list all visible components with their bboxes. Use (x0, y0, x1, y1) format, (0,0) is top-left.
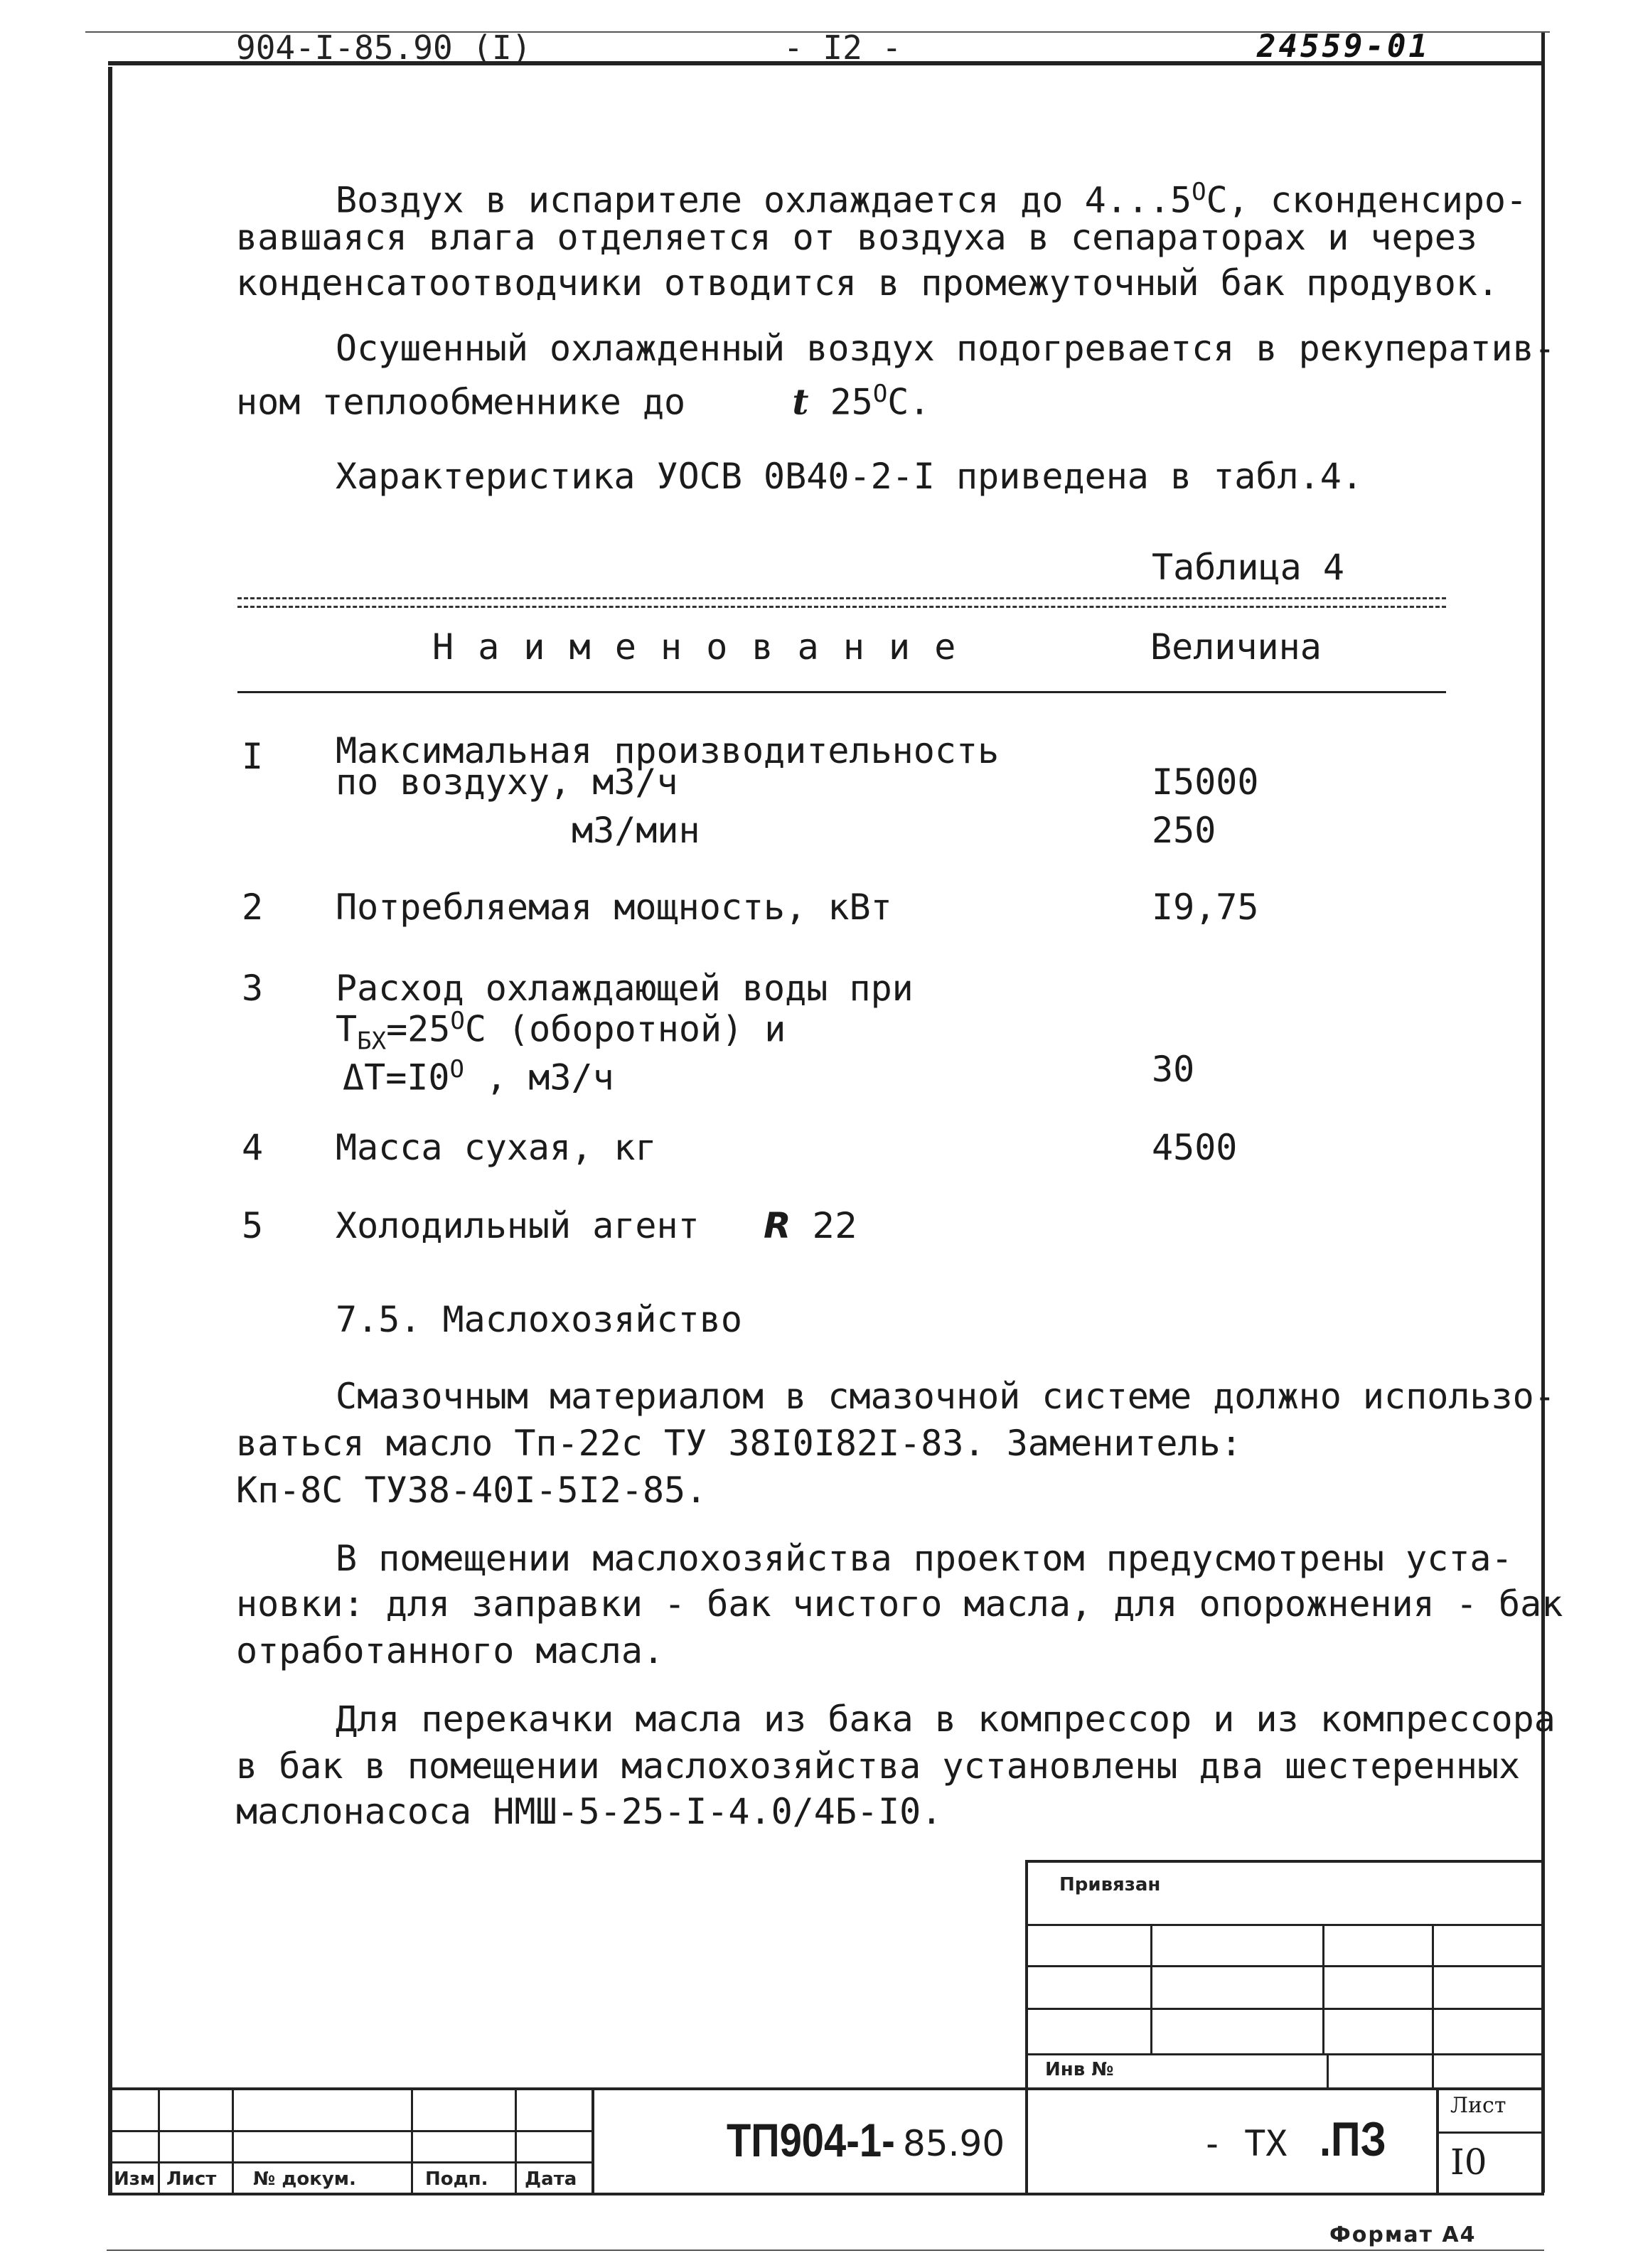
row-name-line-2: по воздуху, м3/ч (336, 761, 678, 803)
section-p3-line-2: в бак в помещении маслохозяйства установлены два шестеренных (236, 1745, 1521, 1787)
archive-number: 24559-01 (1257, 28, 1430, 65)
row-value-1: 4500 (1152, 1127, 1238, 1168)
paragraph-2-line-1: Осушенный охлажденный воздух подогревается в рекуператив- (336, 328, 1556, 369)
col-list: Лист (166, 2168, 217, 2190)
section-p1-line-2: ваться масло Тп-22с ТУ 38I0I82I-83. Заменитель: (236, 1423, 1242, 1464)
table-top-rule-2 (237, 606, 1446, 608)
row-value-1: I9,75 (1152, 887, 1259, 928)
section-title: 7.5. Маслохозяйство (336, 1299, 742, 1340)
row-name-line-3: м3/мин (572, 810, 700, 851)
format-label: Формат А4 (1329, 2222, 1477, 2247)
col-izm: Изм (114, 2168, 156, 2190)
row-number: 3 (242, 968, 264, 1009)
paragraph-1-line-2: вавшаяся влага отделяется от воздуха в сепараторах и через (236, 217, 1477, 258)
row-name-line-2: $Т_{БХ}=25^OС$ (оборотной) и (336, 1007, 786, 1056)
row-number: 2 (242, 887, 264, 928)
section-p2-line-1: В помещении маслохозяйства проектом предусмотрены уста- (336, 1538, 1513, 1579)
section-p2-line-3: отработанного масла. (236, 1630, 665, 1671)
row-value-1: 30 (1152, 1049, 1195, 1090)
code-main: ТП904-1- (727, 2114, 895, 2166)
frame-left-border (108, 67, 112, 2193)
code-pz: .ПЗ (1320, 2112, 1386, 2166)
inv-label: Инв № (1045, 2059, 1114, 2080)
attached-label: Привязан (1059, 1874, 1161, 1895)
paragraph-1-line-1: Воздух в испарителе охлаждается до $4...5^OС$, сконденсиро- (336, 178, 1528, 221)
section-p2-line-2: новки: для заправки - бак чистого масла, для опорожнения - бак (236, 1583, 1563, 1625)
page-marker: - I2 - (783, 28, 902, 67)
table-header-name: Н а и м е н о в а н и е (432, 626, 958, 668)
col-date: Дата (525, 2168, 577, 2190)
paragraph-1-line-3: конденсатоотводчики отводится в промежуточный бак продувок. (236, 262, 1499, 304)
section-p3-line-1: Для перекачки масла из бака в компрессор и из компрессора (336, 1699, 1556, 1740)
section-p3-line-3: маслонасоса НМШ-5-25-I-4.0/4Б-I0. (236, 1791, 943, 1832)
code-tx: - ТХ (1201, 2123, 1288, 2164)
row-name-line-1: Потребляемая мощность, кВт (336, 887, 892, 928)
doc-ref: 904-I-85.90 (I) (236, 28, 532, 67)
row-value-2: 250 (1152, 810, 1216, 851)
col-doc: № докум. (253, 2168, 356, 2190)
section-p1-line-3: Кп-8С ТУ38-40I-5I2-85. (236, 1470, 707, 1511)
bottom-thin-rule (107, 2250, 1544, 2251)
row-number: 4 (242, 1127, 264, 1168)
code-number: 85.90 (903, 2123, 1005, 2164)
table-header-rule (237, 691, 1446, 693)
row-value-1: I5000 (1152, 761, 1259, 803)
table-top-rule-1 (237, 597, 1446, 599)
row-number: 5 (242, 1205, 264, 1246)
paragraph-2-line-2: ном теплообменнике до t $25^OС$. (236, 380, 931, 423)
section-p1-line-1: Смазочным материалом в смазочной системе должно использо- (336, 1376, 1556, 1417)
row-name-line-3: $\Delta Т=I0^O$ , м3/ч (343, 1055, 614, 1098)
sheet-label: Лист (1450, 2093, 1506, 2118)
sheet-number: I0 (1450, 2141, 1487, 2183)
row-name-line-1: Масса сухая, кг (336, 1127, 657, 1168)
row-name-line-1: Максимальная производительность (336, 730, 1000, 771)
row-name-line-1: Холодильный агент R 22 (336, 1205, 858, 1246)
table-header-value: Величина (1150, 626, 1322, 668)
paragraph-3: Характеристика УОСВ 0В40-2-I приведена в табл.4. (336, 456, 1363, 497)
row-name-line-1: Расход охлаждающей воды при (336, 968, 914, 1009)
col-sign: Подп. (425, 2168, 488, 2190)
table-caption: Таблица 4 (1152, 547, 1344, 588)
row-number: I (242, 736, 264, 777)
